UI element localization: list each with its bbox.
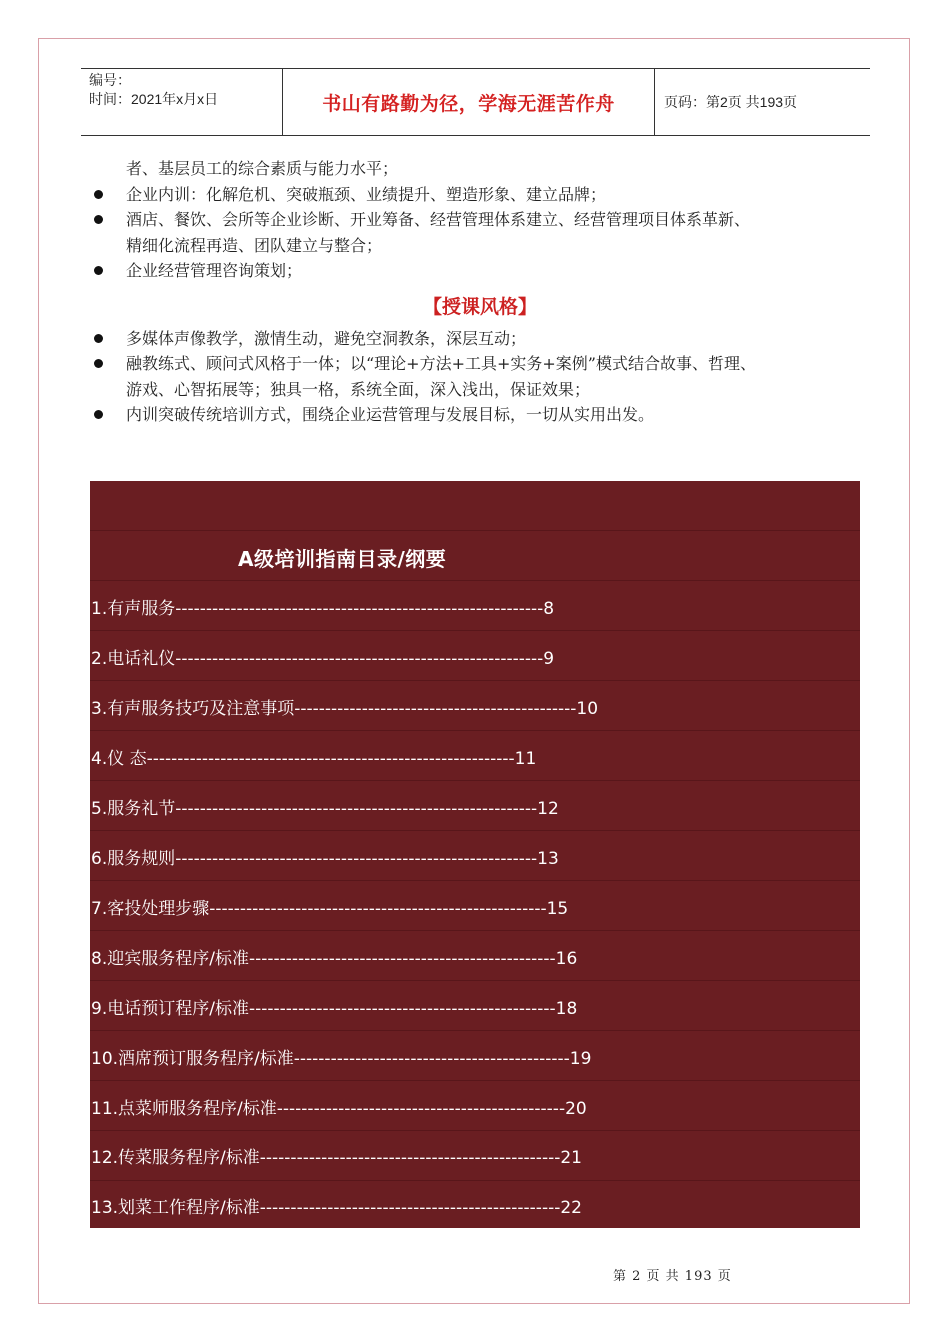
toc-divider [90,680,860,681]
toc-item[interactable]: 7.客投处理步骤-------------------------------------------------------15 [91,899,569,919]
toc-item[interactable]: 10.酒席预订服务程序/标准---------------------------------------------19 [91,1049,592,1069]
bullet-icon [94,266,103,275]
page-header [81,68,870,136]
intro-continuation: 者、基层员工的综合素质与能力水平； [126,159,399,178]
list-item: 企业内训：化解危机、突破瓶颈、业绩提升、塑造形象、建立品牌； [90,182,870,208]
list-item: 融教练式、顾问式风格于一体；以“理论+方法+工具+实务+案例”模式结合故事、哲理、 [90,351,870,377]
toc-title: A级培训指南目录/纲要 [238,547,447,571]
bullet-icon [94,190,103,199]
toc-divider [90,530,860,531]
bullet-icon [94,410,103,419]
header-motto: 书山有路勤为径，学海无涯苦作舟 [283,69,655,135]
toc-item[interactable]: 3.有声服务技巧及注意事项----------------------------------------------10 [91,699,599,719]
toc-item[interactable]: 2.电话礼仪------------------------------------------------------------9 [91,649,555,669]
teaching-style-list [90,326,870,428]
toc-item[interactable]: 11.点菜师服务程序/标准-----------------------------------------------20 [91,1099,587,1119]
toc-panel [90,481,860,1228]
header-page-number: 页码：第2页 共193页 [664,94,798,110]
toc-divider [90,780,860,781]
toc-divider [90,830,860,831]
toc-item[interactable]: 6.服务规则-----------------------------------------------------------13 [91,849,559,869]
body-text [90,156,870,428]
toc-divider [90,980,860,981]
toc-item[interactable]: 13.划菜工作程序/标准-------------------------------------------------22 [91,1198,582,1218]
toc-divider [90,1030,860,1031]
bullet-icon [94,359,103,368]
toc-divider [90,1130,860,1131]
list-item-continuation: 游戏、心智拓展等；独具一格，系统全面，深入浅出，保证效果； [126,379,591,399]
list-item-continuation: 精细化流程再造、团队建立与整合； [126,235,383,255]
toc-divider [90,930,860,931]
number-label: 编号： [89,72,131,88]
page-footer: 第 2 页 共 193 页 [613,1269,732,1284]
bullet-icon [94,215,103,224]
section-title-teaching-style: 【授课风格】 [422,295,537,318]
toc-divider [90,1180,860,1181]
bullet-icon [94,334,103,343]
intro-bullet-list [90,182,870,284]
list-item: 内训突破传统培训方式，围绕企业运营管理与发展目标，一切从实用出发。 [90,402,870,428]
list-item: 酒店、餐饮、会所等企业诊断、开业筹备、经营管理体系建立、经营管理项目体系革新、 [90,207,870,233]
toc-item[interactable]: 4.仪 态------------------------------------------------------------11 [91,749,537,769]
toc-item[interactable]: 8.迎宾服务程序/标准--------------------------------------------------16 [91,949,578,969]
date-label: 时间：2021年x月x日 [89,91,219,107]
toc-item[interactable]: 9.电话预订程序/标准--------------------------------------------------18 [91,999,578,1019]
toc-divider [90,730,860,731]
toc-item[interactable]: 1.有声服务------------------------------------------------------------8 [91,599,555,619]
toc-divider [90,630,860,631]
toc-item[interactable]: 5.服务礼节-----------------------------------------------------------12 [91,799,559,819]
toc-divider [90,580,860,581]
toc-divider [90,880,860,881]
toc-divider [90,1080,860,1081]
list-item: 多媒体声像教学，激情生动，避免空洞教条，深层互动； [90,326,870,352]
toc-item[interactable]: 12.传菜服务程序/标准-------------------------------------------------21 [91,1148,582,1168]
header-meta [81,69,283,135]
list-item: 企业经营管理咨询策划； [90,258,870,284]
